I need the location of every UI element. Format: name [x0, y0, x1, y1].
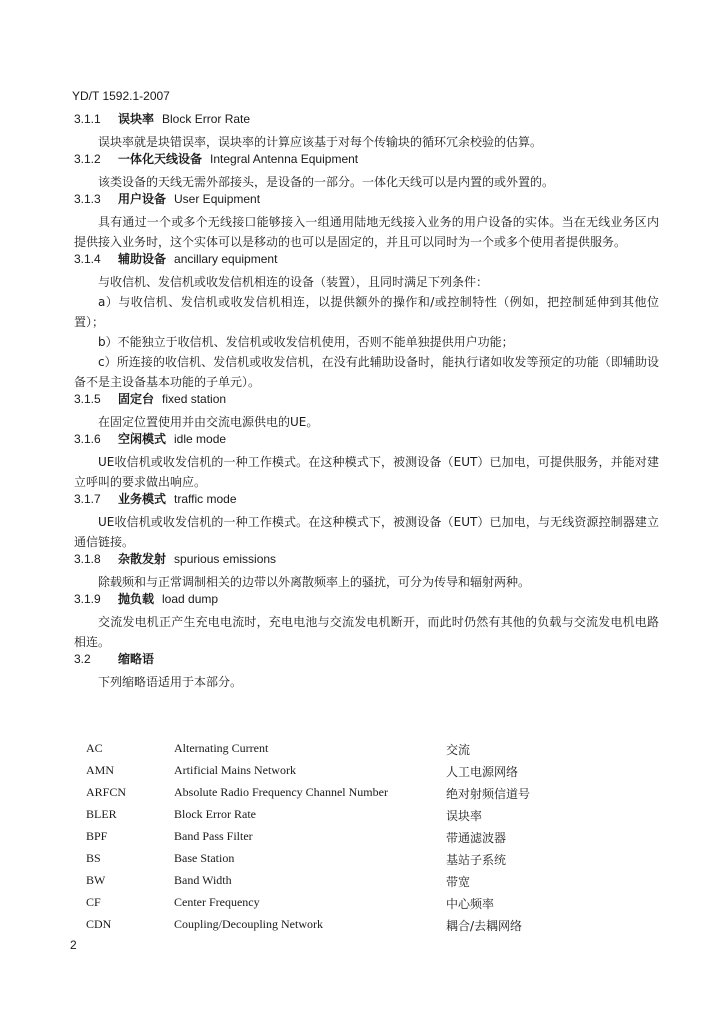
english-cell: Alternating Current: [174, 741, 269, 755]
section-heading-3-1-6: [74, 432, 659, 446]
abbr-cell: ARFCN: [86, 785, 127, 799]
english-cell: Absolute Radio Frequency Channel Number: [174, 785, 388, 799]
section-title-cn: 一体化天线设备: [118, 152, 203, 166]
chinese-cell: 误块率: [446, 809, 483, 823]
section-heading-3-1-5: [74, 392, 659, 406]
section-title-en: spurious emissions: [174, 552, 277, 566]
section-title-cn: 固定台: [118, 392, 155, 406]
section-title-en: traffic mode: [174, 492, 237, 506]
english-cell: Artificial Mains Network: [174, 763, 296, 777]
section-title-en: idle mode: [174, 432, 227, 446]
section-title-en: User Equipment: [174, 192, 261, 206]
section-paragraph: 与收信机、发信机或收发信机相连的设备（装置），且同时满足下列条件：: [98, 275, 489, 289]
section-paragraph: 交流发电机正产生充电电流时，充电电池与交流发电机断开，而此时仍然有其他的负载与交流发电机电路相连。: [74, 615, 659, 649]
abbr-cell: AC: [86, 741, 103, 755]
section-title-en: Integral Antenna Equipment: [210, 152, 359, 166]
section-number: 3.1.7: [74, 492, 101, 506]
section-title-cn: 辅助设备: [118, 252, 167, 266]
abbr-cell: BLER: [86, 807, 117, 821]
section-title-cn: 空闲模式: [118, 432, 167, 446]
section-title-cn: 用户设备: [118, 192, 167, 206]
section-paragraph: UE收信机或收发信机的一种工作模式。在这种模式下，被测设备（EUT）已加电，可提供服务，并能对建立呼叫的要求做出响应。: [74, 455, 659, 489]
section-heading-3-1-7: [74, 492, 659, 506]
section-paragraph: 下列缩略语适用于本部分。: [98, 675, 243, 689]
table-row: [86, 785, 646, 807]
section-paragraph: 在固定位置使用并由交流电源供电的UE。: [98, 415, 319, 429]
section-number: 3.1.9: [74, 592, 101, 606]
chinese-cell: 耦合/去耦网络: [446, 919, 523, 933]
chinese-cell: 基站子系统: [446, 853, 507, 867]
section-paragraph: 具有通过一个或多个无线接口能够接入一组通用陆地无线接入业务的用户设备的实体。当在无线业务区内提供接入业务时，这个实体可以是移动的也可以是固定的，并且可以同时为一个或多个使用者提供服务。: [74, 215, 659, 249]
section-number: 3.2: [74, 652, 91, 666]
list-item-c: c）所连接的收信机、发信机或收发信机，在没有此辅助设备时，能执行诸如收发等预定的功能（即辅助设备不是主设备基本功能的子单元）。: [74, 355, 659, 389]
abbr-cell: BPF: [86, 829, 108, 843]
chinese-cell: 绝对射频信道号: [446, 787, 531, 801]
section-heading-3-2: [74, 652, 659, 666]
section-title-en: fixed station: [162, 392, 227, 406]
table-row: [86, 807, 646, 829]
section-paragraph: UE收信机或收发信机的一种工作模式。在这种模式下，被测设备（EUT）已加电，与无线资源控制器建立通信链接。: [74, 515, 659, 549]
section-heading-3-1-3: [74, 192, 659, 206]
section-heading-3-1-8: [74, 552, 659, 566]
abbreviations-table: [86, 741, 646, 939]
chinese-cell: 带通滤波器: [446, 831, 507, 845]
chinese-cell: 中心频率: [446, 897, 495, 911]
english-cell: Band Width: [174, 873, 232, 887]
section-number: 3.1.3: [74, 192, 101, 206]
section-heading-3-1-4: [74, 252, 659, 266]
table-row: [86, 917, 646, 939]
section-title-cn: 业务模式: [118, 492, 167, 506]
section-number: 3.1.2: [74, 152, 101, 166]
section-heading-3-1-1: [74, 112, 659, 126]
table-row: [86, 873, 646, 895]
section-number: 3.1.8: [74, 552, 101, 566]
section-title-cn: 误块率: [118, 112, 155, 126]
table-row: [86, 829, 646, 851]
abbr-cell: CF: [86, 895, 101, 909]
abbr-cell: BW: [86, 873, 106, 887]
section-heading-3-1-2: [74, 152, 659, 166]
english-cell: Block Error Rate: [174, 807, 256, 821]
chinese-cell: 人工电源网络: [446, 765, 519, 779]
section-paragraph: 该类设备的天线无需外部接头，是设备的一部分。一体化天线可以是内置的或外置的。: [98, 175, 555, 189]
table-row: [86, 895, 646, 917]
list-item-a: a）与收信机、发信机或收发信机相连，以提供额外的操作和/或控制特性（例如，把控制延伸到其他位置）；: [74, 295, 659, 329]
section-paragraph: 误块率就是块错误率，误块率的计算应该基于对每个传输块的循环冗余校验的估算。: [98, 135, 543, 149]
section-title-cn: 抛负载: [118, 592, 155, 606]
chinese-cell: 交流: [446, 743, 471, 757]
section-title-cn: 杂散发射: [118, 552, 167, 566]
page-number: 2: [70, 938, 77, 952]
abbr-cell: CDN: [86, 917, 112, 931]
list-item-b: b）不能独立于收信机、发信机或收发信机使用，否则不能单独提供用户功能；: [98, 335, 514, 349]
abbr-cell: BS: [86, 851, 101, 865]
section-number: 3.1.5: [74, 392, 101, 406]
table-row: [86, 763, 646, 785]
abbr-cell: AMN: [86, 763, 115, 777]
section-heading-3-1-9: [74, 592, 659, 606]
chinese-cell: 带宽: [446, 875, 471, 889]
table-row: [86, 851, 646, 873]
section-paragraph: 除载频和与正常调制相关的边带以外离散频率上的骚扰，可分为传导和辐射两种。: [98, 575, 531, 589]
section-number: 3.1.4: [74, 252, 101, 266]
section-title-en: Block Error Rate: [162, 112, 251, 126]
section-title-en: ancillary equipment: [174, 252, 278, 266]
english-cell: Center Frequency: [174, 895, 260, 909]
table-row: [86, 741, 646, 763]
english-cell: Band Pass Filter: [174, 829, 253, 843]
document-id-header: YD/T 1592.1-2007: [72, 89, 170, 103]
section-number: 3.1.1: [74, 112, 101, 126]
english-cell: Coupling/Decoupling Network: [174, 917, 323, 931]
section-number: 3.1.6: [74, 432, 101, 446]
document-body: [74, 112, 659, 692]
section-title-en: load dump: [162, 592, 219, 606]
english-cell: Base Station: [174, 851, 235, 865]
section-title-cn: 缩略语: [118, 652, 155, 666]
